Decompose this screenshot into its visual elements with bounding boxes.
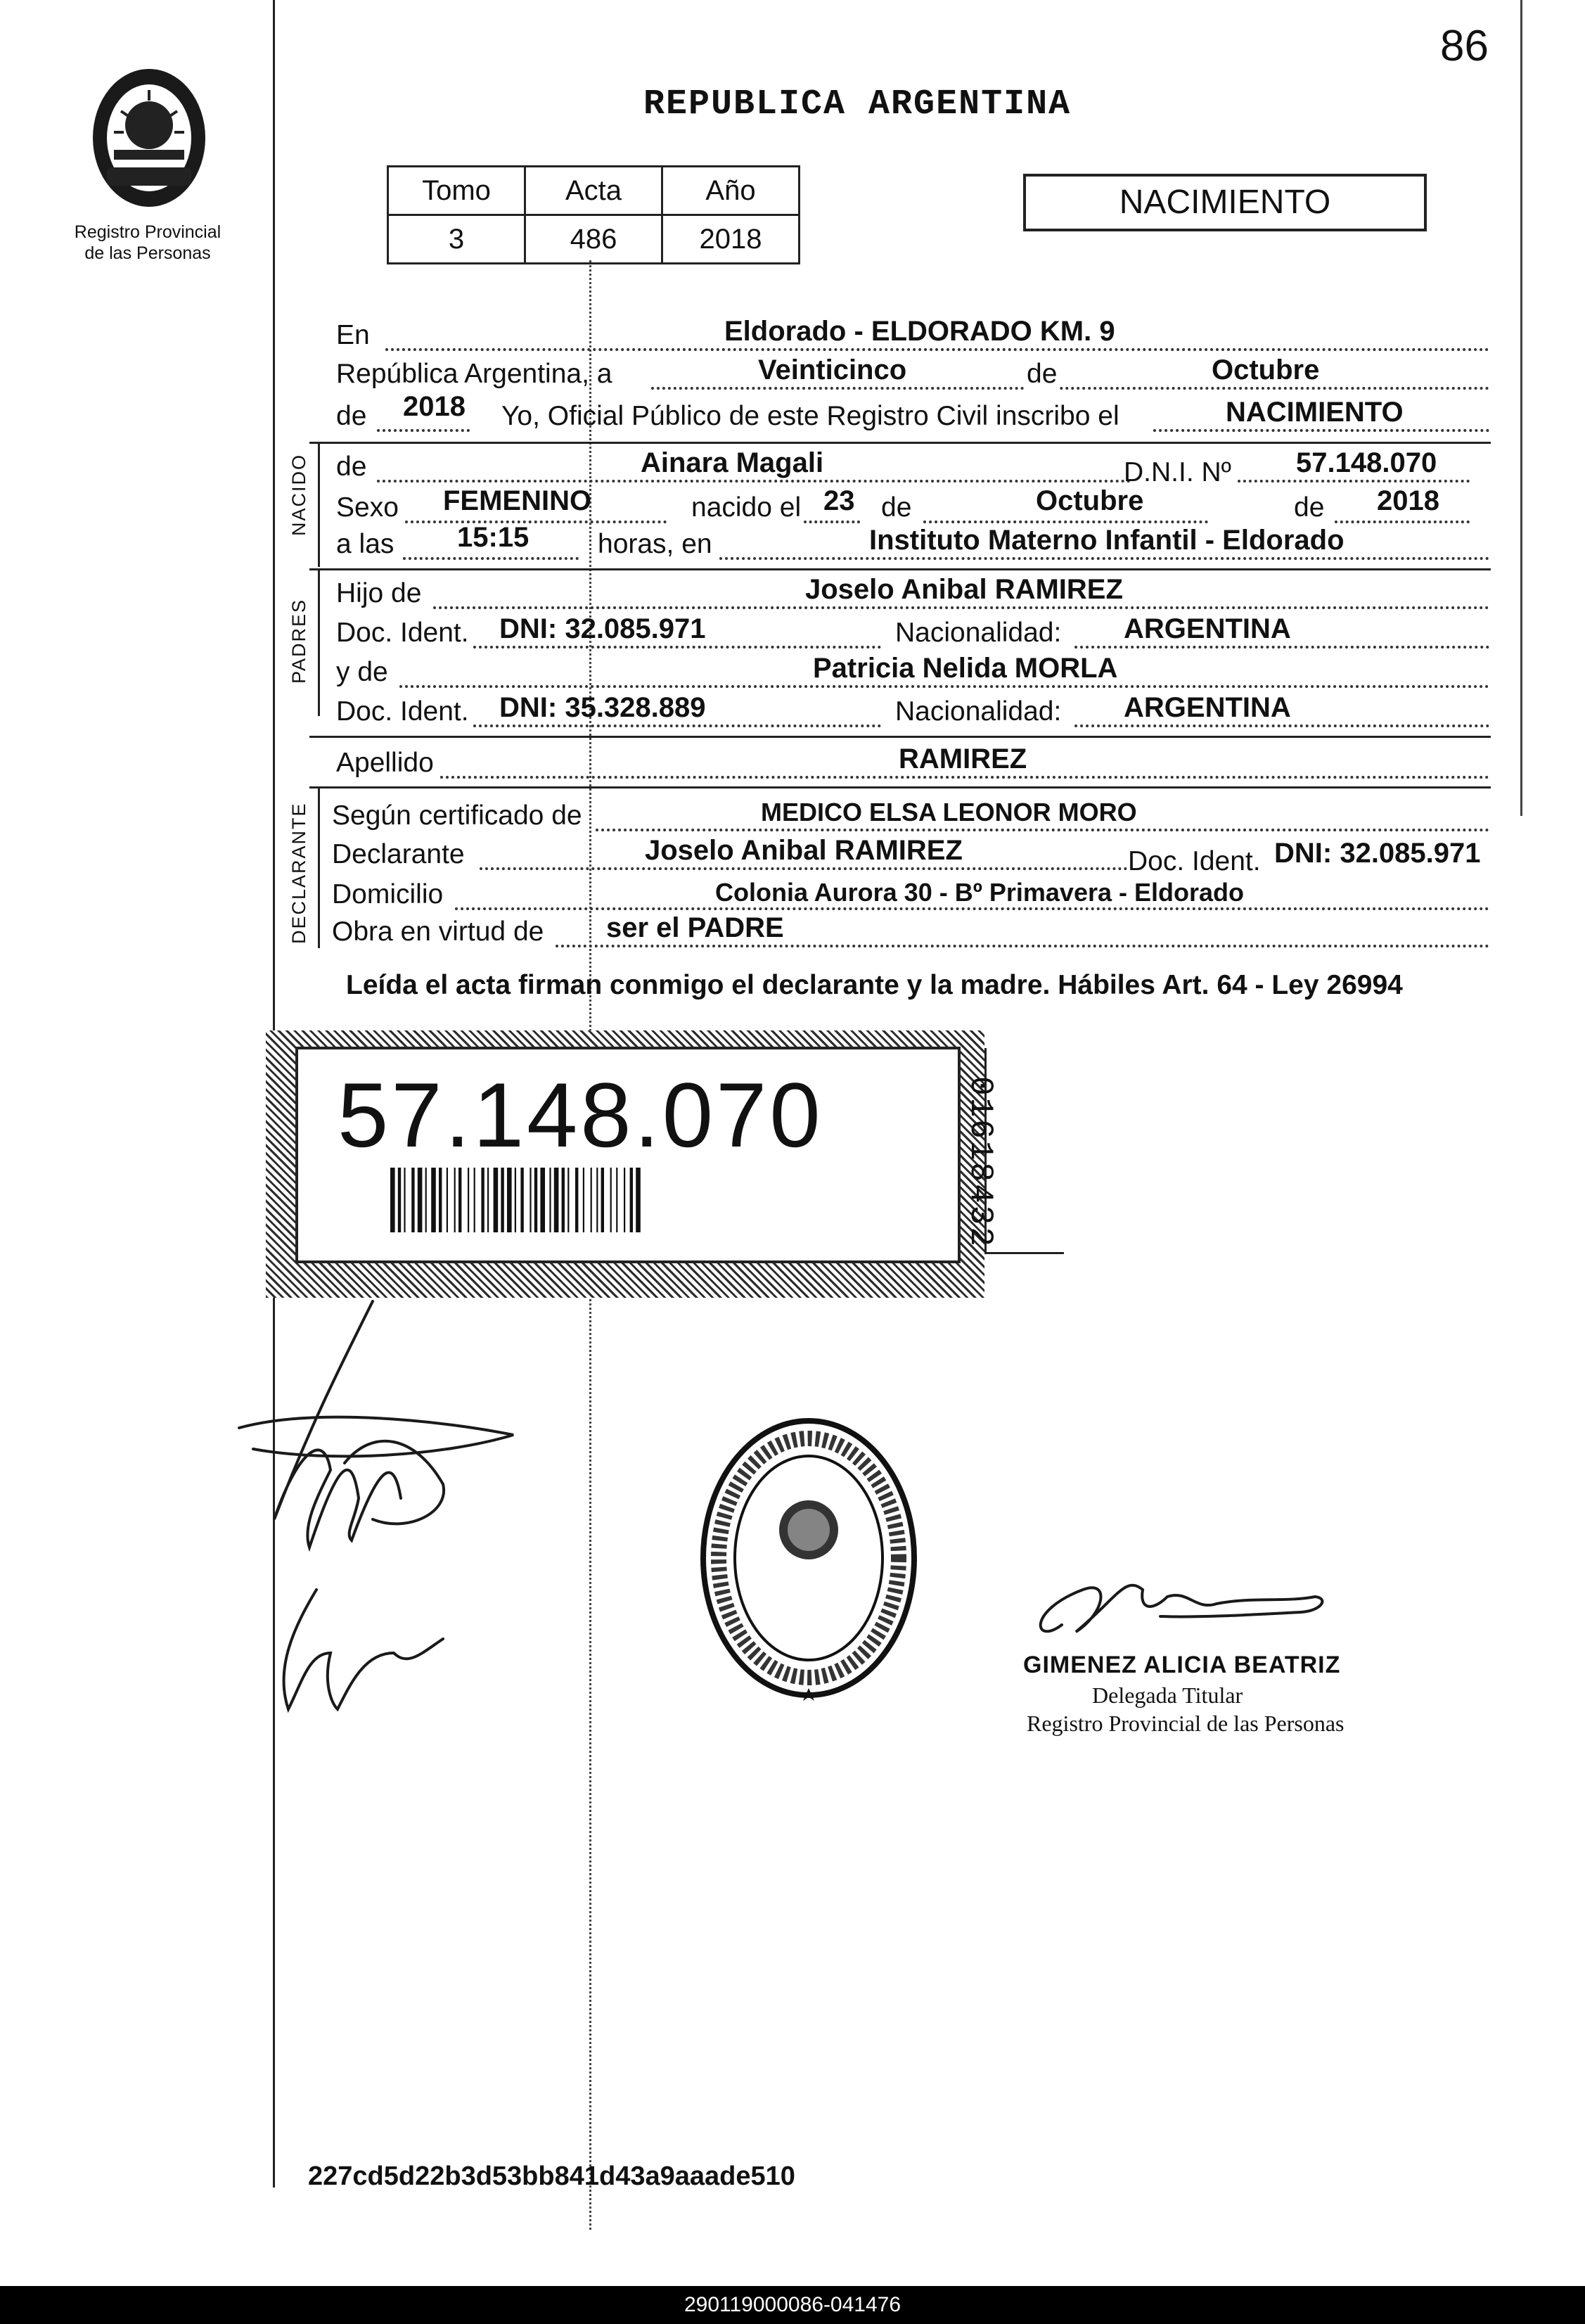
barcode-bar <box>474 1168 475 1232</box>
dotted-line <box>377 480 1131 483</box>
row-sex-birthdate <box>336 485 1489 526</box>
value-declarant-doc: DNI: 32.085.971 <box>1274 838 1481 869</box>
dotted-line <box>473 646 881 649</box>
registry-line-1: Registro Provincial <box>74 222 222 242</box>
table-value-cell: 486 <box>525 215 662 264</box>
barcode-bar <box>507 1168 512 1232</box>
footer-id-bar: 290119000086-041476 <box>0 2286 1585 2324</box>
barcode-bar <box>468 1168 469 1232</box>
barcode-bar <box>501 1168 503 1232</box>
official-signature <box>1020 1547 1357 1660</box>
barcode-bar <box>390 1168 395 1232</box>
label-republica: República Argentina, a <box>336 359 612 389</box>
barcode-bar <box>439 1168 442 1232</box>
declarant-signature <box>232 1287 527 1737</box>
dotted-line <box>399 685 1489 688</box>
dotted-line <box>455 907 1489 910</box>
dotted-line <box>377 429 470 432</box>
dotted-line <box>440 776 1489 779</box>
table-value-cell: 2018 <box>662 215 800 264</box>
official-name: GIMENEZ ALICIA BEATRIZ <box>1023 1652 1341 1678</box>
barcode-image <box>390 1168 784 1232</box>
barcode-bar <box>411 1168 414 1232</box>
document-title: REPUBLICA ARGENTINA <box>643 84 1072 124</box>
row-address <box>332 879 1489 913</box>
label-de: de <box>881 492 912 523</box>
label-nacionalidad: Nacionalidad: <box>895 618 1062 648</box>
barcode-bar <box>494 1168 499 1232</box>
tomo-acta-ano-table <box>387 165 800 264</box>
row-surname <box>336 743 1489 781</box>
page-number: 86 <box>1440 22 1489 70</box>
barcode-bar <box>418 1168 423 1232</box>
barcode-bar <box>601 1168 604 1232</box>
value-birth-place: Instituto Materno Infantil - Eldorado <box>869 525 1345 556</box>
label-nacido-el: nacido el <box>691 492 802 523</box>
section-label-declarante: DECLARANTE <box>288 802 309 944</box>
dotted-line <box>596 829 1489 831</box>
row-time-place <box>336 522 1489 563</box>
barcode-bar <box>616 1168 617 1232</box>
section-label-nacido: NACIDO <box>288 453 309 536</box>
label-doc-ident: Doc. Ident. <box>336 696 469 727</box>
label-de: de <box>336 452 367 482</box>
barcode-bar <box>610 1168 612 1232</box>
label-de: de <box>1024 359 1060 390</box>
value-birth-time: 15:15 <box>457 522 530 553</box>
dotted-line <box>1074 646 1489 649</box>
label-horas-en: horas, en <box>598 529 712 559</box>
row-place <box>336 316 1489 354</box>
label-en: En <box>336 320 370 350</box>
dotted-line <box>1074 724 1489 727</box>
closing-statement: Leída el acta firman conmigo el declarante y la madre. Hábiles Art. 64 - Ley 26994 <box>346 970 1403 1000</box>
value-father: Joselo Anibal RAMIREZ <box>805 574 1123 605</box>
label-apellido: Apellido <box>336 748 434 778</box>
label-domicilio: Domicilio <box>332 879 444 909</box>
label-certificado: Según certificado de <box>332 800 582 831</box>
label-dni: D.N.I. Nº <box>1124 457 1231 487</box>
barcode-bar <box>583 1168 584 1232</box>
document-hash: 227cd5d22b3d53bb841d43a9aaade510 <box>308 2162 795 2191</box>
value-day-words: Veinticinco <box>758 355 907 385</box>
row-father-doc <box>336 613 1489 651</box>
dotted-line <box>719 557 1489 560</box>
section-bracket <box>318 568 320 716</box>
label-a-las: a las <box>336 529 394 559</box>
row-obra <box>332 912 1489 950</box>
dotted-line <box>804 521 860 523</box>
registry-caption <box>49 222 246 264</box>
row-mother <box>336 653 1489 691</box>
value-year: 2018 <box>403 391 466 422</box>
label-declarante: Declarante <box>332 839 465 869</box>
label-hijo-de: Hijo de <box>336 578 422 608</box>
barcode-bar <box>567 1168 569 1232</box>
barcode-bar <box>636 1168 641 1232</box>
section-divider <box>309 568 1491 570</box>
value-inscribe: NACIMIENTO <box>1226 397 1404 428</box>
row-father <box>336 574 1489 612</box>
label-sexo: Sexo <box>336 492 399 523</box>
record-type-box: NACIMIENTO <box>1023 174 1427 231</box>
value-month: Octubre <box>1212 355 1320 385</box>
value-father-nationality: ARGENTINA <box>1124 613 1291 644</box>
value-declarant: Joselo Anibal RAMIREZ <box>645 835 963 866</box>
row-declarant <box>332 835 1489 876</box>
label-declarant-doc: Doc. Ident. <box>1128 846 1261 876</box>
barcode-bar <box>554 1168 559 1232</box>
barcode-bar <box>425 1168 427 1232</box>
section-bracket <box>318 442 320 567</box>
barcode-bar <box>630 1168 633 1232</box>
dotted-line <box>433 606 1489 609</box>
dotted-line <box>385 348 1489 351</box>
value-sexo: FEMENINO <box>443 485 592 516</box>
value-mother-doc: DNI: 35.328.889 <box>499 692 706 723</box>
barcode-bar <box>520 1168 523 1232</box>
section-divider <box>309 442 1491 444</box>
label-de: de <box>336 401 367 431</box>
barcode-bar <box>591 1168 592 1232</box>
value-birth-month: Octubre <box>1036 485 1144 516</box>
value-name: Ainara Magali <box>641 447 824 478</box>
label-y-de: y de <box>336 657 388 687</box>
dotted-line <box>1238 480 1470 483</box>
table-header-cell: Año <box>662 167 800 215</box>
row-name <box>336 447 1489 487</box>
label-nacionalidad: Nacionalidad: <box>895 696 1062 727</box>
dotted-line <box>1335 521 1470 523</box>
dotted-line <box>651 387 1489 390</box>
dotted-line <box>1153 429 1489 432</box>
row-certificate <box>332 800 1489 834</box>
barcode-bar <box>404 1168 405 1232</box>
table-header-cell: Tomo <box>388 167 525 215</box>
dotted-line <box>403 557 579 560</box>
value-birth-year: 2018 <box>1377 485 1439 516</box>
registry-line-2: de las Personas <box>84 243 211 263</box>
official-office: Registro Provincial de las Personas <box>1027 1711 1345 1736</box>
provincial-shield-logo <box>79 62 219 210</box>
official-seal <box>693 1410 925 1720</box>
dotted-line <box>405 521 667 523</box>
barcode-bar <box>487 1168 489 1232</box>
barcode-bar <box>540 1168 545 1232</box>
barcode-bar <box>549 1168 551 1232</box>
value-dni: 57.148.070 <box>1296 447 1437 478</box>
table-header-cell: Acta <box>525 167 662 215</box>
label-inscribe: Yo, Oficial Público de este Registro Civil inscribo el <box>501 401 1119 431</box>
value-certificate: MEDICO ELSA LEONOR MORO <box>761 798 1137 826</box>
table-value-cell: 3 <box>388 215 525 264</box>
row-inscription <box>336 391 1489 435</box>
row-mother-doc <box>336 692 1489 730</box>
section-divider <box>309 736 1491 738</box>
barcode-bar <box>481 1168 484 1232</box>
value-place: Eldorado - ELDORADO KM. 9 <box>724 316 1115 347</box>
value-surname: RAMIREZ <box>899 743 1027 774</box>
barcode-bar <box>575 1168 578 1232</box>
value-address: Colonia Aurora 30 - Bº Primavera - Eldorado <box>715 878 1244 907</box>
barcode-bar <box>447 1168 448 1232</box>
label-doc-ident: Doc. Ident. <box>336 618 469 648</box>
value-mother-nationality: ARGENTINA <box>1124 692 1291 723</box>
section-label-padres: PADRES <box>288 598 309 684</box>
barcode-bar <box>454 1168 456 1232</box>
right-margin-line <box>1520 0 1522 816</box>
value-mother: Patricia Nelida MORLA <box>813 653 1118 684</box>
value-father-doc: DNI: 32.085.971 <box>499 613 706 644</box>
barcode-bar <box>458 1168 461 1232</box>
serial-number: 01618432 <box>962 1076 999 1249</box>
barcode-bar <box>534 1168 537 1232</box>
official-role: Delegada Titular <box>1092 1683 1243 1708</box>
dotted-line <box>556 945 1489 947</box>
barcode-bar <box>398 1168 401 1232</box>
barcode-bar <box>596 1168 598 1232</box>
barcode-bar <box>515 1168 516 1232</box>
label-obra: Obra en virtud de <box>332 917 544 947</box>
value-obra: ser el PADRE <box>606 912 784 943</box>
section-divider <box>309 786 1491 788</box>
dni-card-number: 57.148.070 <box>338 1064 823 1166</box>
dotted-line <box>923 521 1208 523</box>
barcode-bar <box>624 1168 625 1232</box>
barcode-bar <box>530 1168 531 1232</box>
label-de: de <box>1294 492 1325 523</box>
table-header-row <box>388 167 800 215</box>
barcode-bar <box>562 1168 565 1232</box>
table-value-row <box>388 215 800 264</box>
dotted-line <box>473 724 881 727</box>
barcode-bar <box>431 1168 436 1232</box>
value-birth-day: 23 <box>823 485 855 516</box>
row-date-words <box>336 355 1489 392</box>
section-bracket <box>318 786 320 948</box>
